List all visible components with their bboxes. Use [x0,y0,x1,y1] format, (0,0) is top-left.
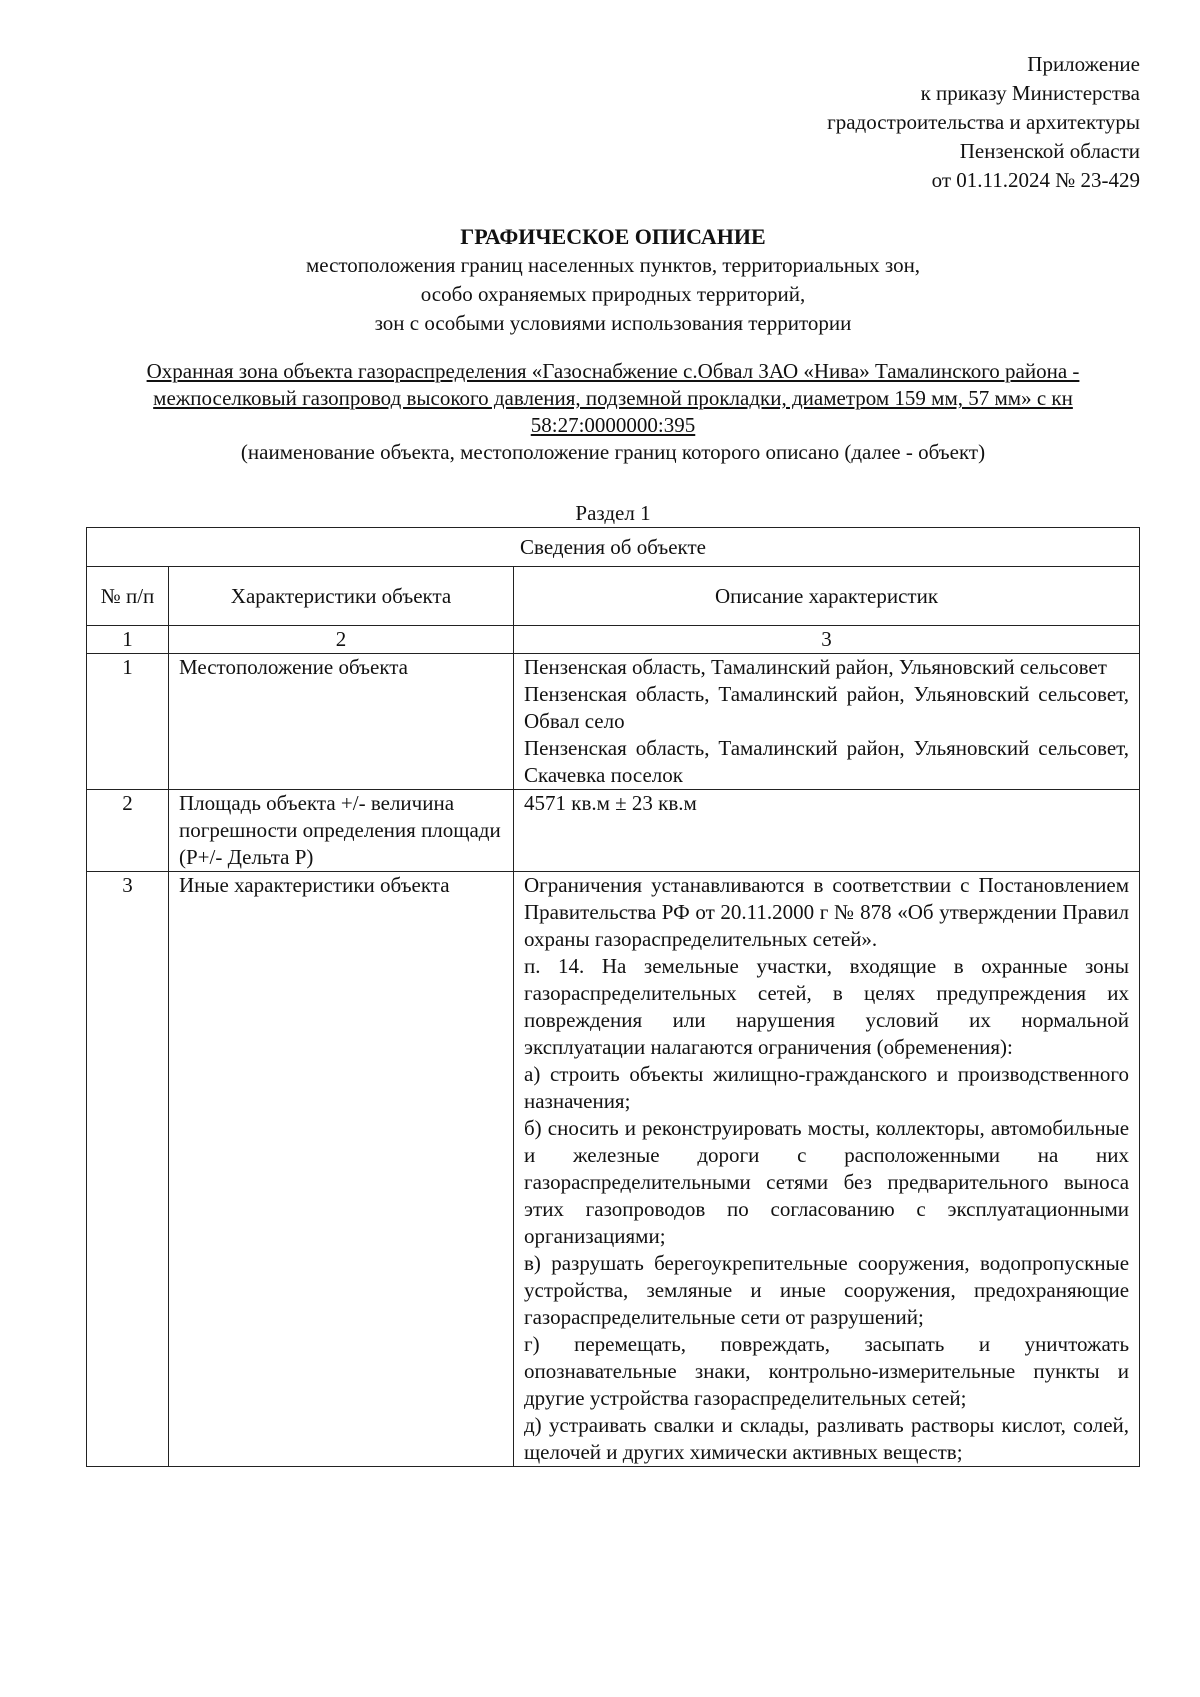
row-characteristic: Площадь объекта +/- величина погрешности определения площади (P+/- Дельта P) [169,790,514,872]
description-spacer [524,817,1129,844]
table-row [87,654,1140,790]
table-header-row [87,567,1140,626]
column-number: 3 [514,626,1140,654]
object-name: Охранная зона объекта газораспределения «Газоснабжение с.Обвал ЗАО «Нива» Тамалинского района - межпоселковый газопровод высокого давления, подземной прокладки, диаметром 159 мм, 57 мм» с кн 58:27:0000000:395 [146,359,1080,437]
object-name-caption: (наименование объекта, местоположение границ которого описано (далее - объект) [240,440,986,464]
row-number: 3 [87,872,169,1467]
document-title-block [86,222,1140,338]
document-title: ГРАФИЧЕСКОЕ ОПИСАНИЕ [460,224,766,249]
row-characteristic: Местоположение объекта [169,654,514,790]
table-caption-row [87,528,1140,567]
description-paragraph: Ограничения устанавливаются в соответствии с Постановлением Правительства РФ от 20.11.2000 г № 878 «Об утверждении Правил охраны газораспределительных сетей». [524,873,1130,951]
description-paragraph: в) разрушать берегоукрепительные сооружения, водопропускные устройства, земляные и иные сооружения, предохраняющие газораспределительные сети от разрушений; [524,1251,1130,1329]
column-header-description: Описание характеристик [514,567,1140,626]
appendix-line: к приказу Министерства [920,81,1140,105]
section-label: Раздел 1 [575,501,651,525]
description-paragraph: д) устраивать свалки и склады, разливать растворы кислот, солей, щелочей и других химически активных веществ; [524,1413,1130,1464]
appendix-line: Пензенской области [959,139,1140,163]
column-number: 2 [169,626,514,654]
table-row [87,790,1140,872]
subtitle-line: зон с особыми условиями использования территории [374,311,852,335]
object-name-block [86,358,1140,466]
appendix-line: Приложение [1027,52,1140,76]
row-description [514,872,1140,1467]
description-paragraph: а) строить объекты жилищно-гражданского и производственного назначения; [524,1062,1130,1113]
appendix-line: градостроительства и архитектуры [827,110,1140,134]
description-paragraph: Пензенская область, Тамалинский район, Ульяновский сельсовет, Обвал село [524,682,1130,733]
description-paragraph: п. 14. На земельные участки, входящие в охранные зоны газораспределительных сетей, в целях предупреждения их повреждения или нарушения условий их нормальной эксплуатации налагаются ограничения (обременения): [524,954,1130,1059]
appendix-block [620,50,1140,195]
description-paragraph: 4571 кв.м ± 23 кв.м [524,791,697,815]
table-row [87,872,1140,1467]
column-number: 1 [87,626,169,654]
description-paragraph: г) перемещать, повреждать, засыпать и уничтожать опознавательные знаки, контрольно-измерительные пункты и другие устройства газораспределительных сетей; [524,1332,1130,1410]
row-characteristic: Иные характеристики объекта [169,872,514,1467]
subtitle-line: особо охраняемых природных территорий, [420,282,806,306]
row-description [514,790,1140,872]
column-header-number: № п/п [87,567,169,626]
column-header-characteristic: Характеристики объекта [169,567,514,626]
row-number: 1 [87,654,169,790]
appendix-line: от 01.11.2024 № 23-429 [931,168,1140,192]
description-paragraph: Пензенская область, Тамалинский район, Ульяновский сельсовет [524,655,1107,679]
description-paragraph: б) сносить и реконструировать мосты, коллекторы, автомобильные и железные дороги с расположенными на них газораспределительными сетями без предварительного выноса этих газопроводов по согласованию с эксплуатационными организациями; [524,1116,1130,1248]
row-description [514,654,1140,790]
subtitle-line: местоположения границ населенных пунктов, территориальных зон, [305,253,921,277]
row-number: 2 [87,790,169,872]
object-info-table [86,527,1140,1467]
description-paragraph: Пензенская область, Тамалинский район, Ульяновский сельсовет, Скачевка поселок [524,736,1130,787]
column-number-row [87,626,1140,654]
table-caption: Сведения об объекте [87,528,1140,567]
